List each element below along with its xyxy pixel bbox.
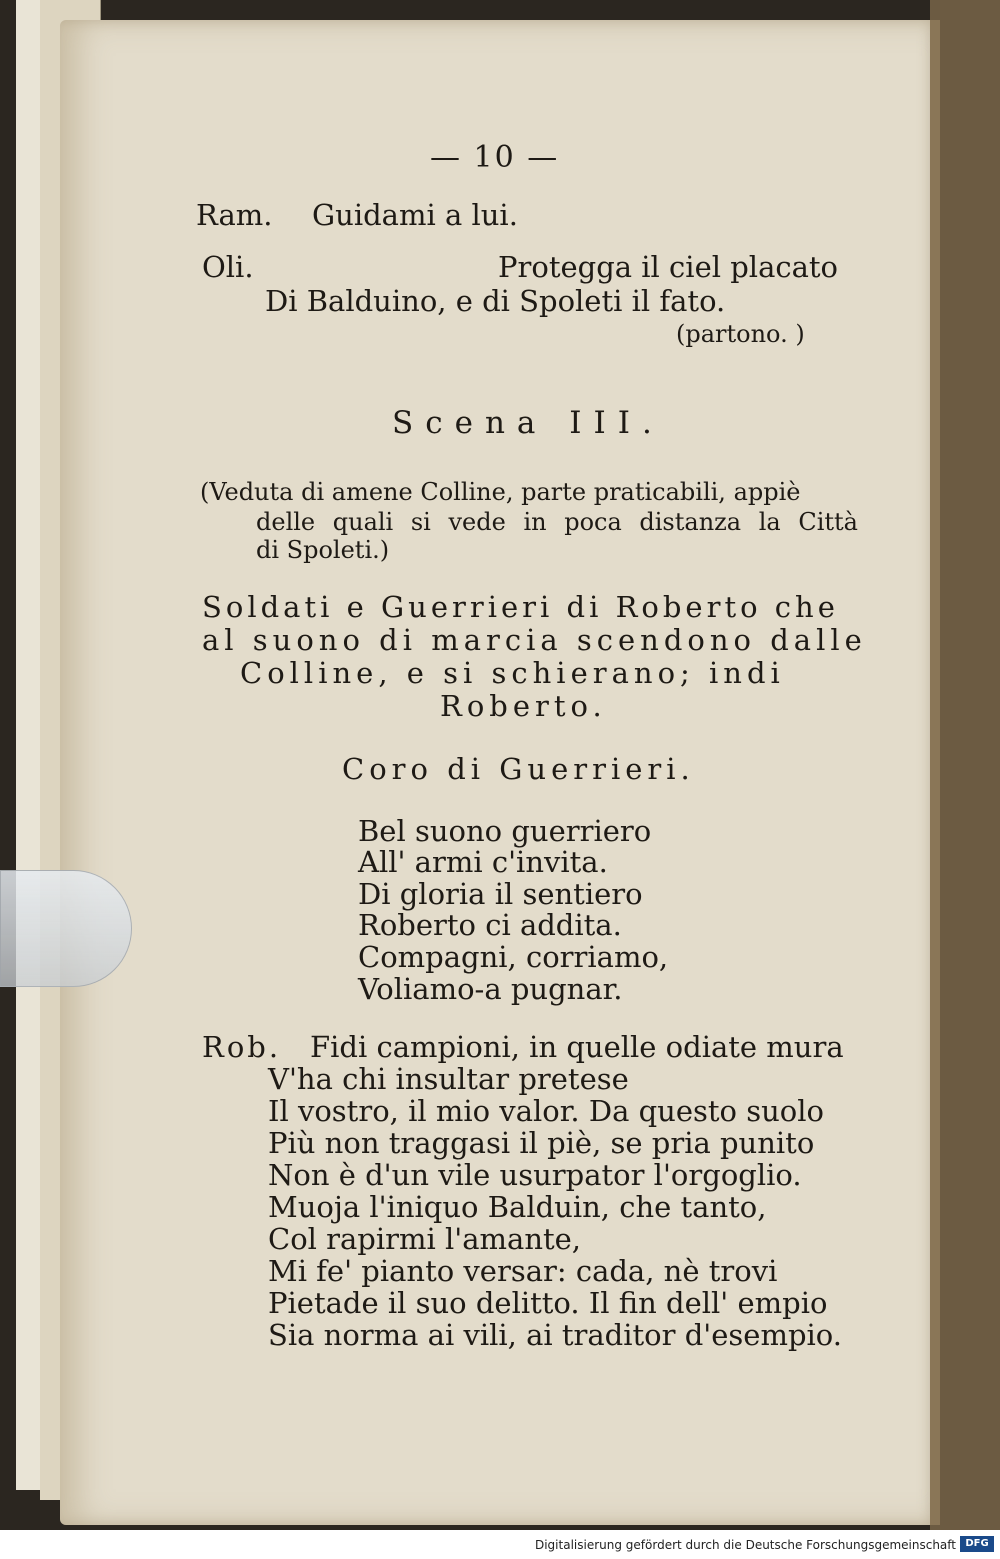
chorus-verse: Bel suono guerriero bbox=[358, 814, 652, 848]
characters-entry-line: Roberto. bbox=[440, 689, 607, 723]
footer-bar bbox=[0, 1530, 1000, 1559]
chorus-heading: Coro di Guerrieri. bbox=[342, 752, 695, 786]
characters-entry-line: Soldati e Guerrieri di Roberto che bbox=[202, 590, 839, 624]
scene-description-line: delle quali si vede in poca distanza la Città bbox=[256, 508, 858, 536]
book-spine bbox=[930, 0, 1000, 1530]
dfg-logo: DFG bbox=[960, 1536, 994, 1552]
scene-heading: Scena III. bbox=[392, 405, 664, 441]
speech-line: Mi fe' pianto versar: cada, nè trovi bbox=[268, 1254, 778, 1288]
chorus-verse: Roberto ci addita. bbox=[358, 908, 622, 942]
speaker-rob: Rob. bbox=[202, 1030, 282, 1064]
dialogue-line: Guidami a lui. bbox=[312, 198, 518, 232]
speech-line: Più non traggasi il piè, se pria punito bbox=[268, 1126, 815, 1160]
chorus-verse: Voliamo-a pugnar. bbox=[358, 972, 623, 1006]
chorus-verse: Di gloria il sentiero bbox=[358, 877, 643, 911]
scene-description-line: di Spoleti.) bbox=[256, 536, 390, 564]
speech-line: Col rapirmi l'amante, bbox=[268, 1222, 582, 1256]
dialogue-line: Protegga il ciel placato bbox=[498, 250, 838, 284]
stage-direction: (partono. ) bbox=[676, 320, 805, 348]
chorus-verse: All' armi c'invita. bbox=[358, 845, 608, 879]
characters-entry-line: Colline, e si schierano; indi bbox=[240, 656, 785, 690]
speech-line: V'ha chi insultar pretese bbox=[268, 1062, 629, 1096]
page-number: — 10 — bbox=[430, 140, 560, 175]
characters-entry-line: al suono di marcia scendono dalle bbox=[202, 623, 867, 657]
footer-credit: Digitalisierung gefördert durch die Deutsche Forschungsgemeinschaft bbox=[534, 1538, 956, 1552]
page-gutter bbox=[930, 20, 940, 1525]
speech-line: Non è d'un vile usurpator l'orgoglio. bbox=[268, 1158, 802, 1192]
chorus-verse: Compagni, corriamo, bbox=[358, 940, 669, 974]
speech-line: Pietade il suo delitto. Il fin dell' empio bbox=[268, 1286, 828, 1320]
dialogue-line: Di Balduino, e di Spoleti il fato. bbox=[265, 284, 726, 318]
speaker-ram: Ram. bbox=[196, 198, 273, 232]
speech-line: Fidi campioni, in quelle odiate mura bbox=[310, 1030, 844, 1064]
speech-line: Sia norma ai vili, ai traditor d'esempio. bbox=[268, 1318, 842, 1352]
speech-line: Il vostro, il mio valor. Da questo suolo bbox=[268, 1094, 824, 1128]
speaker-oli: Oli. bbox=[202, 250, 254, 284]
scene-description-line: (Veduta di amene Colline, parte praticabili, appiè bbox=[200, 478, 801, 506]
plastic-clip bbox=[0, 870, 132, 987]
speech-line: Muoja l'iniquo Balduin, che tanto, bbox=[268, 1190, 767, 1224]
